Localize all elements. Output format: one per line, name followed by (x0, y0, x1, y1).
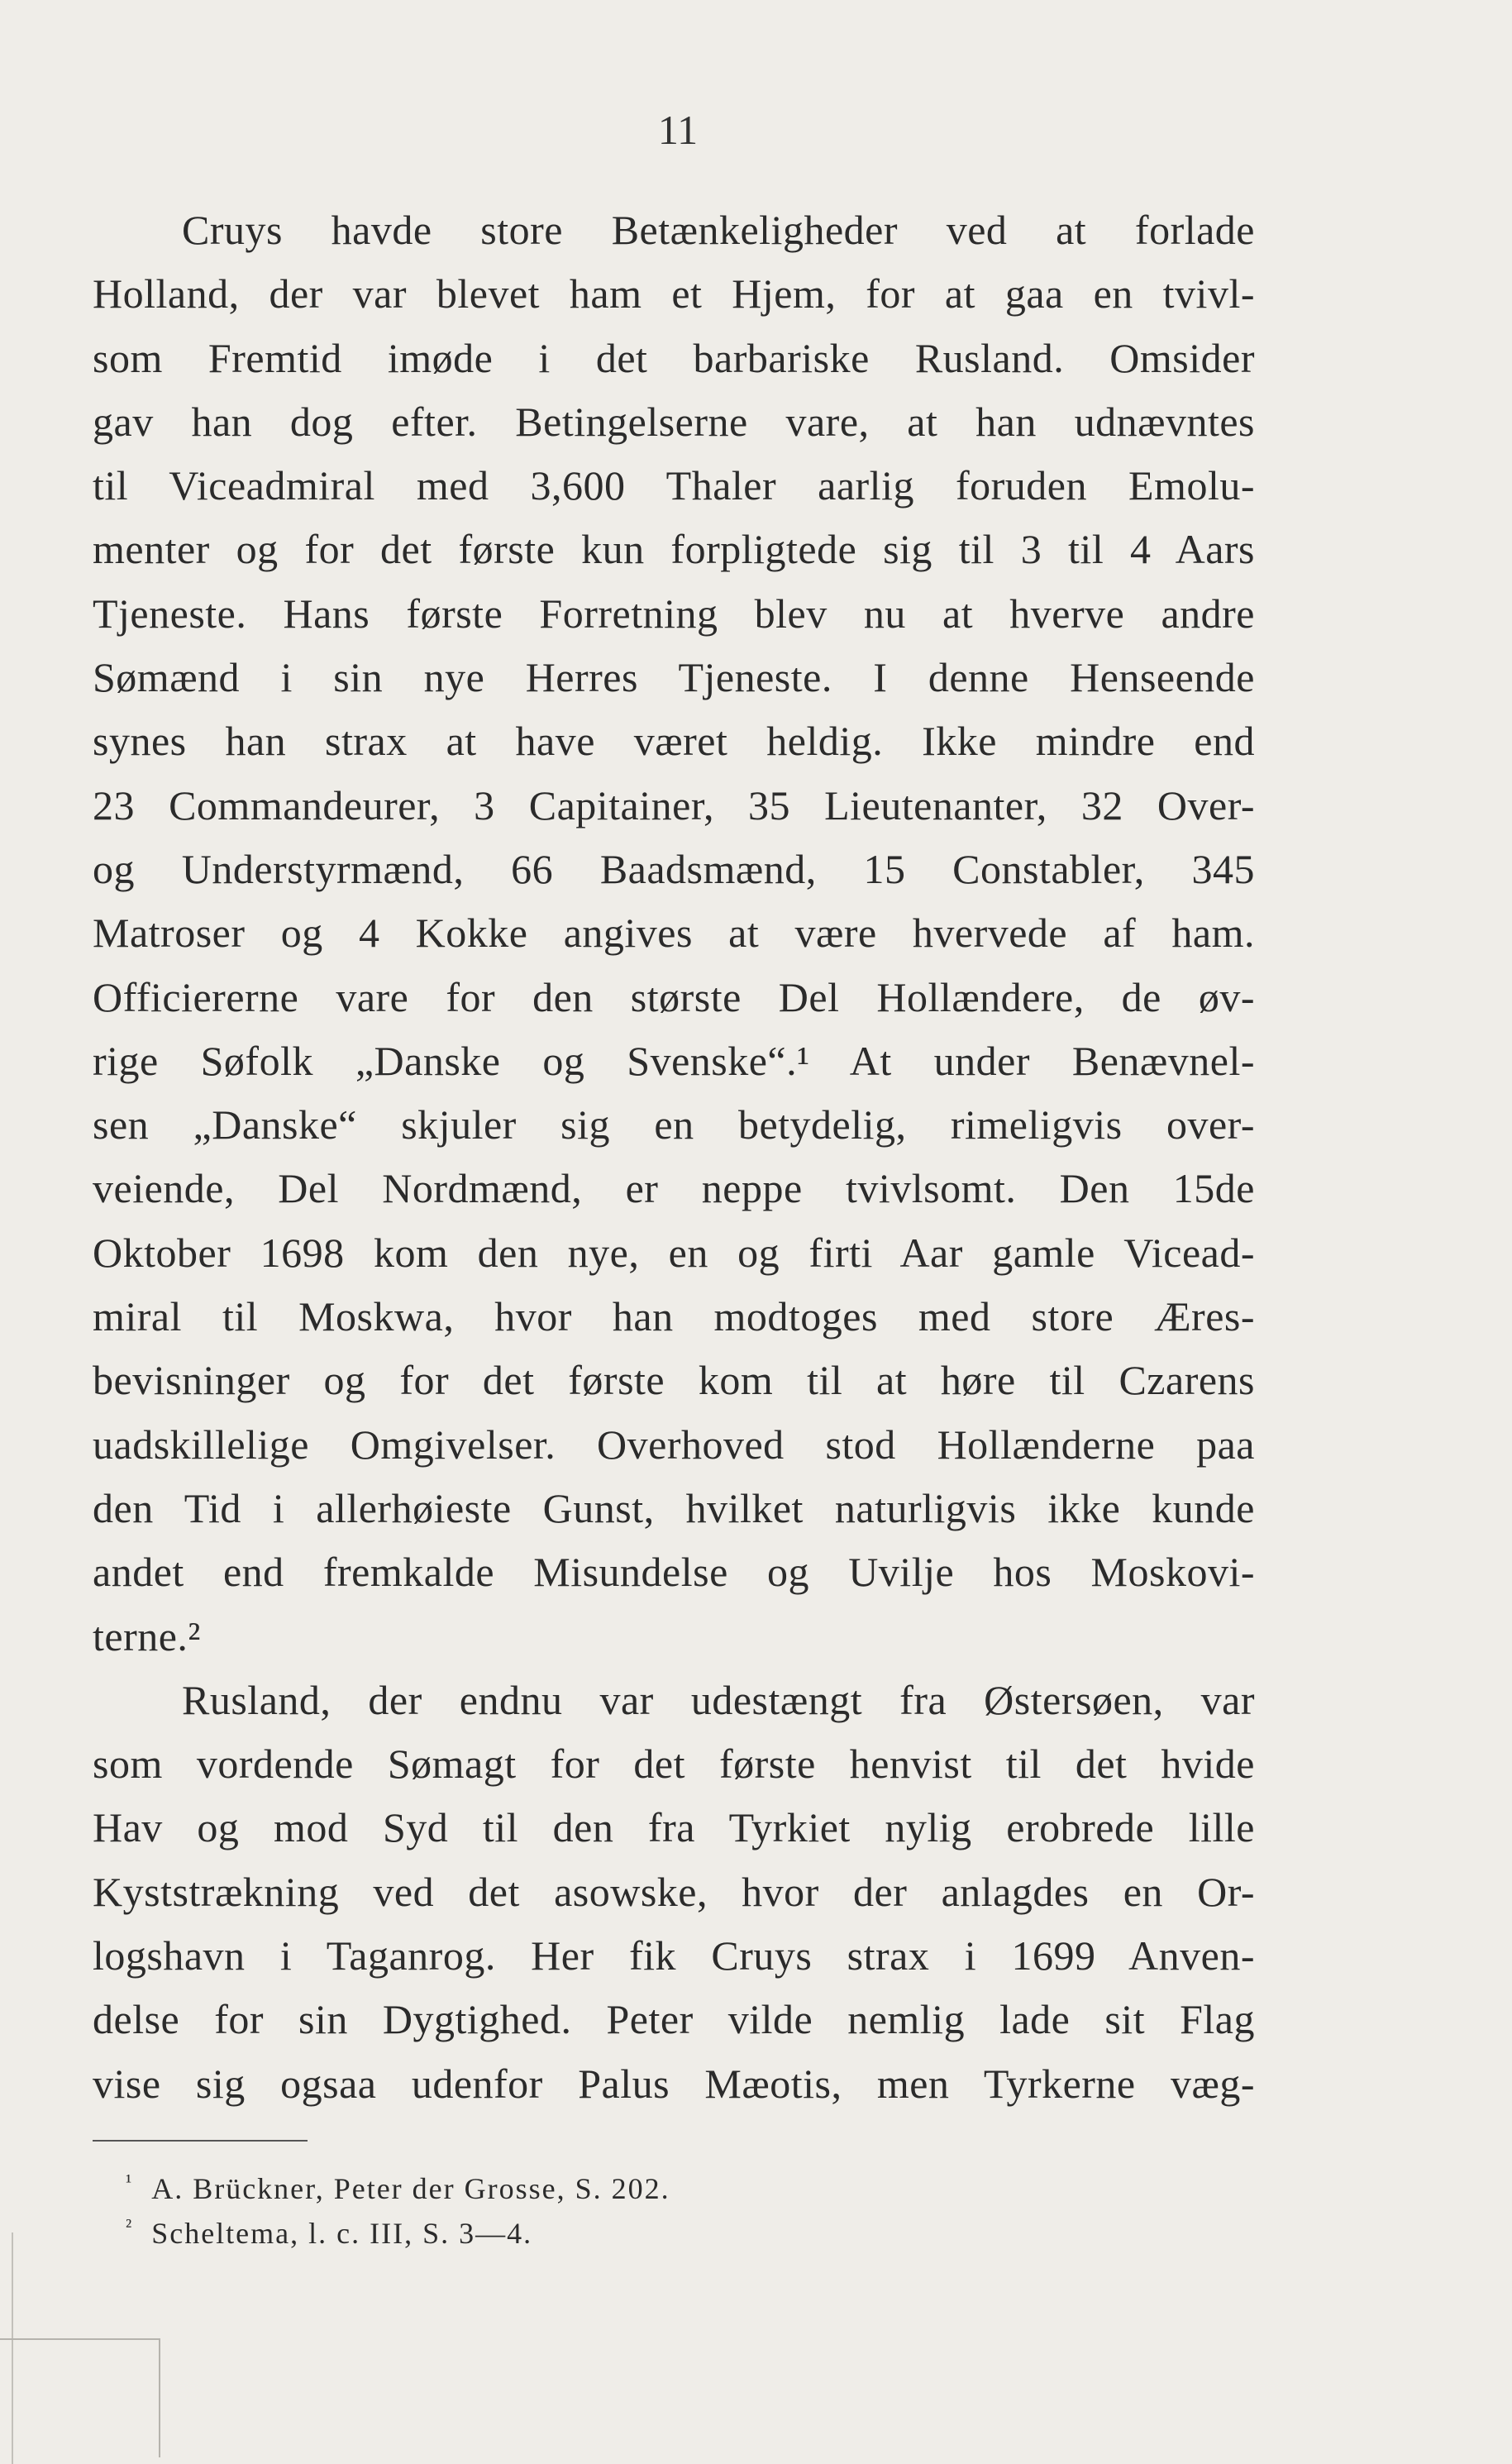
text-line: synes han strax at have været heldig. Ikke mindre end (93, 718, 1255, 765)
text-line: Rusland, der endnu var udestængt fra Østersøen, var (182, 1676, 1255, 1723)
page-number: 11 (657, 107, 699, 153)
text-line: uadskillelige Omgivelser. Overhoved stod Hollænderne paa (93, 1421, 1255, 1468)
text-line: Officiererne vare for den største Del Hollændere, de øv- (93, 973, 1255, 1020)
footnote-text: A. Brückner, Peter der Grosse, S. 202. (151, 2172, 670, 2205)
body-text (93, 198, 1255, 2116)
footnote-marker: ¹ (126, 2171, 134, 2193)
text-line: Holland, der var blevet ham et Hjem, for at gaa en tvivl- (93, 270, 1255, 318)
footnote-text: Scheltema, l. c. III, S. 3—4. (151, 2217, 533, 2250)
text-line: andet end fremkalde Misundelse og Uvilje hos Moskovi- (93, 1549, 1255, 1596)
text-line: terne.² (93, 1612, 201, 1659)
text-line: sen „Danske“ skjuler sig en betydelig, rimeligvis over- (93, 1101, 1255, 1148)
text-line: rige Søfolk „Danske og Svenske“.¹ At under Benævnel- (93, 1037, 1255, 1084)
text-line: Sømænd i sin nye Herres Tjeneste. I denne Henseende (93, 654, 1255, 701)
text-line: og Understyrmænd, 66 Baadsmænd, 15 Constabler, 345 (93, 845, 1255, 892)
text-line: den Tid i allerhøieste Gunst, hvilket naturligvis ikke kunde (93, 1484, 1255, 1531)
footnote (126, 2204, 1118, 2249)
footnotes (126, 2160, 1118, 2249)
scan-margin-frame (0, 2338, 160, 2457)
footnote-divider (93, 2140, 308, 2142)
text-line: Kyststrækning ved det asowske, hvor der anlagdes en Or- (93, 1868, 1255, 1915)
text-line: Tjeneste. Hans første Forretning blev nu at hverve andre (93, 590, 1255, 637)
text-line: til Viceadmiral med 3,600 Thaler aarlig foruden Emolu- (93, 462, 1255, 509)
text-line: vise sig ogsaa udenfor Palus Mæotis, men Tyrkerne væg- (93, 2060, 1255, 2107)
text-line: Matroser og 4 Kokke angives at være hvervede af ham. (93, 910, 1255, 957)
text-line: 23 Commandeurer, 3 Capitainer, 35 Lieutenanter, 32 Over- (93, 781, 1255, 828)
text-line: bevisninger og for det første kom til at høre til Czarens (93, 1357, 1255, 1404)
text-line: Oktober 1698 kom den nye, en og firti Aar gamle Vicead- (93, 1229, 1255, 1276)
footnote-marker: ² (126, 2216, 134, 2237)
text-line: delse for sin Dygtighed. Peter vilde nemlig lade sit Flag (93, 1996, 1255, 2043)
text-line: Hav og mod Syd til den fra Tyrkiet nylig erobrede lille (93, 1804, 1255, 1851)
text-line: som Fremtid imøde i det barbariske Rusland. Omsider (93, 334, 1255, 381)
text-line: miral til Moskwa, hvor han modtoges med store Æres- (93, 1293, 1255, 1340)
text-line: veiende, Del Nordmænd, er neppe tvivlsomt. Den 15de (93, 1165, 1255, 1212)
text-line: Cruys havde store Betænkeligheder ved at forlade (182, 207, 1255, 253)
text-line: gav han dog efter. Betingelserne vare, at han udnævntes (93, 398, 1255, 445)
footnote (126, 2160, 1118, 2204)
text-line: menter og for det første kun forpligtede sig til 3 til 4 Aars (93, 526, 1255, 573)
text-line: som vordende Sømagt for det første henvist til det hvide (93, 1741, 1255, 1788)
text-line: logshavn i Taganrog. Her fik Cruys strax i 1699 Anven- (93, 1932, 1255, 1979)
